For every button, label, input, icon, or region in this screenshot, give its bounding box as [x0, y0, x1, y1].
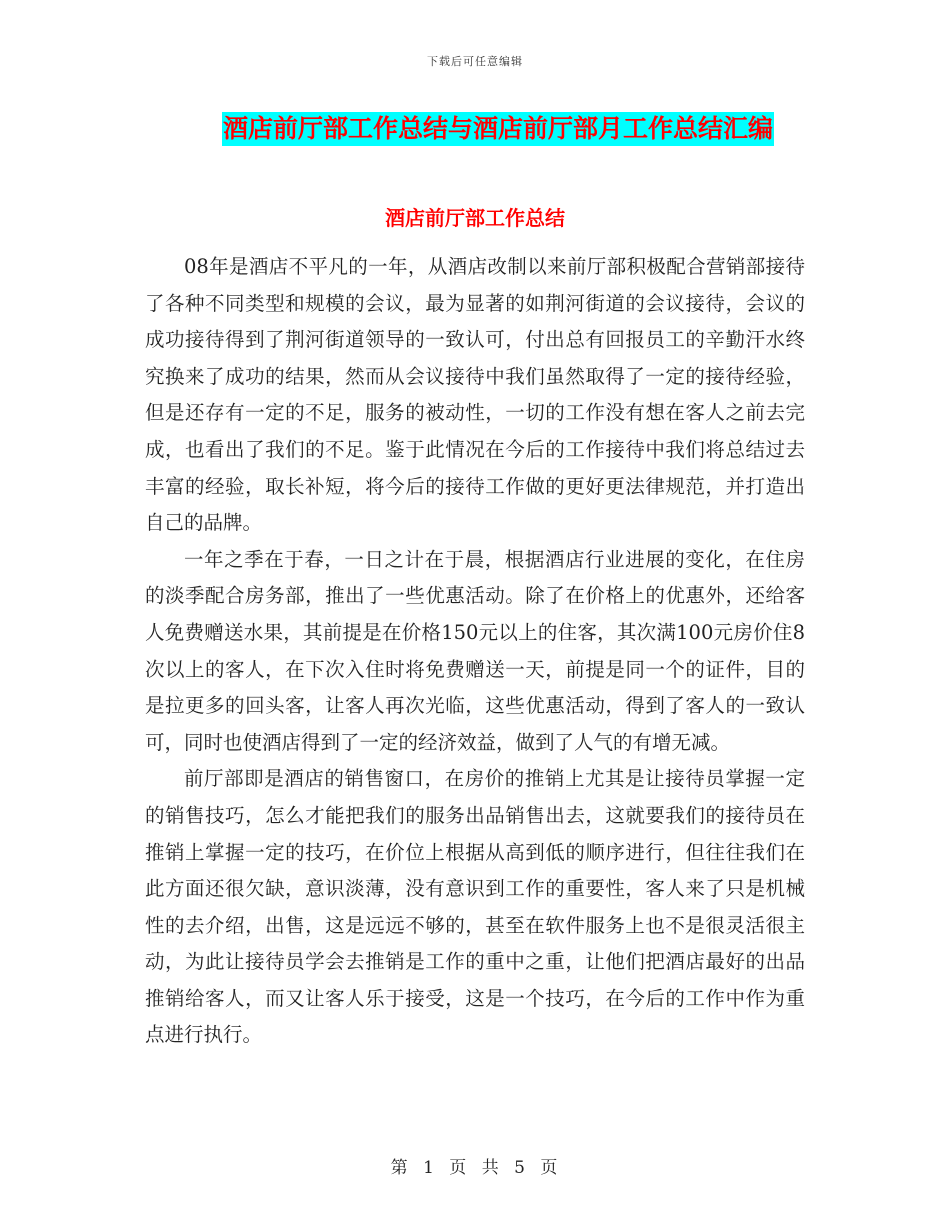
section-title: 酒店前厅部工作总结: [385, 206, 565, 230]
document-title-container: [0, 112, 950, 146]
paragraph-1: 08年是酒店不平凡的一年，从酒店改制以来前厅部积极配合营销部接待了各种不同类型和规模的会议，最为显著的如荆河街道的会议接待，会议的成功接待得到了荆河街道领导的一致认可，付出总有回报员工的辛勤汗水终究换来了成功的结果，然而从会议接待中我们虽然取得了一定的接待经验，但是还存有一定的不足，服务的被动性，一切的工作没有想在客人之前去完成，也看出了我们的不足。鉴于此情况在今后的工作接待中我们将总结过去丰富的经验，取长补短，将今后的接待工作做的更好更法律规范，并打造出自己的品牌。: [145, 255, 805, 535]
paragraph-2: 一年之季在于春，一日之计在于晨，根据酒店行业进展的变化，在住房的淡季配合房务部，推出了一些优惠活动。除了在价格上的优惠外，还给客人免费赠送水果，其前提是在价格150元以上的住客，其次满100元房价住8次以上的客人，在下次入住时将免费赠送一天，前提是同一个的证件，目的是拉更多的回头客，让客人再次光临，这些优惠活动，得到了客人的一致认可，同时也使酒店得到了一定的经济效益，做到了人气的有增无减。: [145, 547, 805, 754]
document-body: [145, 249, 805, 1054]
paragraph-3: 前厅部即是酒店的销售窗口，在房价的推销上尤其是让接待员掌握一定的销售技巧，怎么才能把我们的服务出品销售出去，这就要我们的接待员在推销上掌握一定的技巧，在价位上根据从高到低的顺序进行，但往往我们在此方面还很欠缺，意识淡薄，没有意识到工作的重要性，客人来了只是机械性的去介绍，出售，这是远远不够的，甚至在软件服务上也不是很灵活很主动，为此让接待员学会去推销是工作的重中之重，让他们把酒店最好的出品推销给客人，而又让客人乐于接受，这是一个技巧，在今后的工作中作为重点进行执行。: [145, 767, 805, 1047]
document-title: 酒店前厅部工作总结与酒店前厅部月工作总结汇编: [222, 112, 774, 146]
page-footer: 第 1 页 共 5 页: [390, 1158, 560, 1178]
header-note: 下载后可任意编辑: [427, 55, 523, 68]
